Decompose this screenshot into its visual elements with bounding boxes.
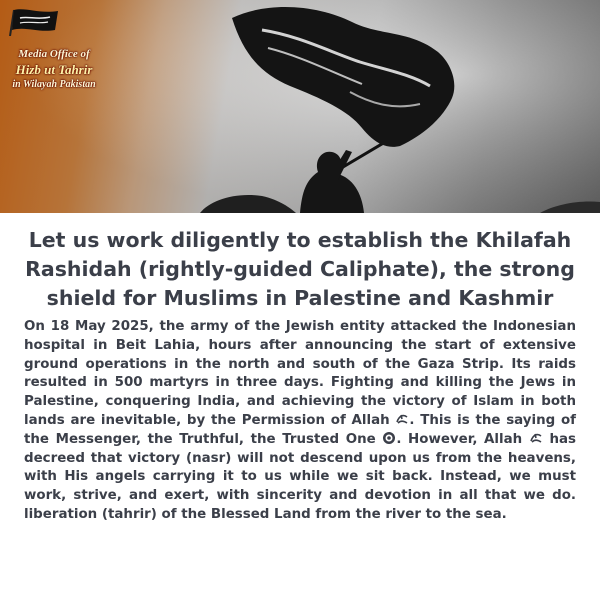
logo-line-organization: Hizb ut Tahrir bbox=[15, 62, 93, 77]
honorific-calligraphy-icon bbox=[529, 431, 543, 445]
body-text-part4: has decreed that victory (nasr) will not descend upon us from the heavens, with His angels carrying it to us while we sit back. Instead, we must work, strive, and exert, with sincerity and devotion in all that we do. liberation (tahrir) of the Blessed Land from the river to the sea. bbox=[24, 431, 576, 522]
body-text-part2: . This is the saying of the Messenger, the Truthful, the Trusted One bbox=[24, 412, 576, 447]
headline: Let us work diligently to establish the Khilafah Rashidah (rightly-guided Caliphate), the strong shield for Muslims in Palestine and Kashmir bbox=[25, 228, 575, 310]
media-office-logo bbox=[8, 8, 100, 104]
body-text-part1: On 18 May 2025, the army of the Jewish entity attacked the Indonesian hospital in Beit Lahia, hours after announcing the start of extensive ground operations in the north and south of the Gaza Strip. Its raids resulted in 500 martyrs in three days. Fighting and killing the Jews in Palestine, conquering India, and achieving the victory of Islam in both lands are inevitable, by the Permission of Allah bbox=[24, 319, 576, 428]
logo-line-media-office: Media Office of bbox=[18, 48, 90, 60]
honorific-calligraphy-icon bbox=[382, 431, 396, 445]
hero-banner-image bbox=[0, 0, 600, 213]
article-body bbox=[24, 318, 576, 525]
honorific-calligraphy-icon bbox=[395, 412, 409, 426]
logo-line-region: in Wilayah Pakistan bbox=[12, 79, 96, 90]
black-banner-icon bbox=[8, 8, 60, 36]
body-text-part3: . However, Allah bbox=[396, 431, 523, 447]
